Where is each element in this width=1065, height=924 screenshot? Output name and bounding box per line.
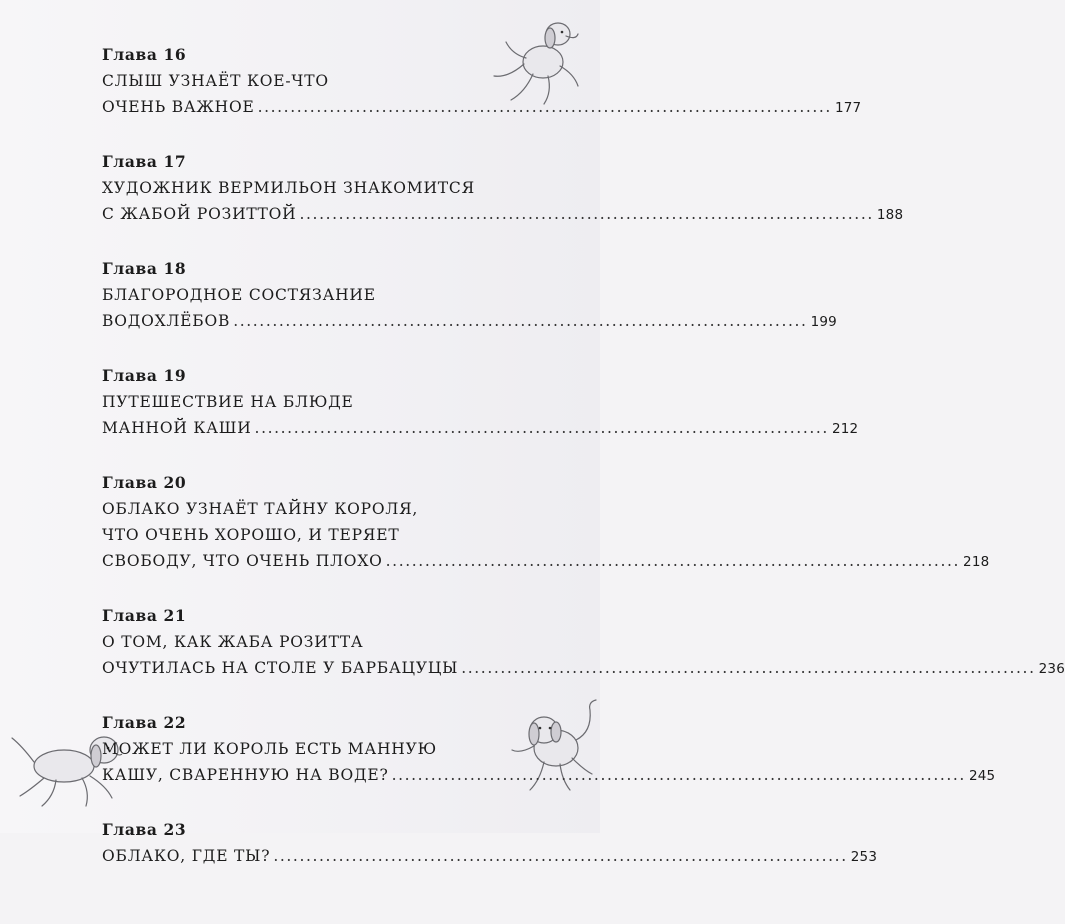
- chapter-title-line: ПУТЕШЕСТВИЕ НА БЛЮДЕ: [102, 393, 354, 411]
- toc-entry-21[interactable]: [102, 603, 1065, 710]
- chapter-title-text: КАШУ, СВАРЕННУЮ НА ВОДЕ?: [102, 766, 389, 784]
- chapter-title-text: С ЖАБОЙ РОЗИТТОЙ: [102, 205, 297, 223]
- leader-dots: ........................................................................................: [257, 98, 832, 116]
- chapter-title-line: ОБЛАКО УЗНАЁТ ТАЙНУ КОРОЛЯ,: [102, 500, 419, 518]
- chapter-title-text: МАННОЙ КАШИ: [102, 419, 252, 437]
- table-of-contents: [102, 42, 1065, 924]
- toc-entry-16[interactable]: [102, 42, 862, 149]
- leader-dots: ........................................................................................: [254, 419, 829, 437]
- chapter-heading: Глава 18: [102, 259, 187, 278]
- chapter-title-line: МОЖЕТ ЛИ КОРОЛЬ ЕСТЬ МАННУЮ: [102, 740, 437, 758]
- chapter-heading: Глава 23: [102, 820, 187, 839]
- page-number: 218: [963, 554, 990, 570]
- chapter-title-text: ВОДОХЛЁБОВ: [102, 312, 231, 330]
- chapter-title-last-line: [102, 655, 1065, 681]
- toc-entry-17[interactable]: [102, 149, 904, 256]
- chapter-title-last-line: [102, 762, 996, 788]
- chapter-title-last-line: [102, 548, 990, 574]
- chapter-title-line: ХУДОЖНИК ВЕРМИЛЬОН ЗНАКОМИТСЯ: [102, 179, 475, 197]
- page-number: 177: [834, 100, 862, 116]
- leader-dots: ........................................................................................: [273, 847, 848, 865]
- chapter-heading: Глава 21: [102, 606, 187, 625]
- chapter-title-text: ОЧУТИЛАСЬ НА СТОЛЕ У БАРБАЦУЦЫ: [102, 659, 459, 677]
- chapter-title-last-line: [102, 201, 904, 227]
- page-number: 253: [850, 849, 878, 865]
- chapter-title-line: ЧТО ОЧЕНЬ ХОРОШО, И ТЕРЯЕТ: [102, 526, 400, 544]
- chapter-title-last-line: [102, 308, 837, 334]
- chapter-title-line: СЛЫШ УЗНАЁТ КОЕ-ЧТО: [102, 72, 329, 90]
- page-number: 245: [968, 768, 996, 784]
- chapter-title-line: О ТОМ, КАК ЖАБА РОЗИТТА: [102, 633, 364, 651]
- chapter-title-last-line: [102, 843, 878, 869]
- chapter-title-line: БЛАГОРОДНОЕ СОСТЯЗАНИЕ: [102, 286, 376, 304]
- chapter-title-text: ОБЛАКО, ГДЕ ТЫ?: [102, 847, 271, 865]
- chapter-title-text: СВОБОДУ, ЧТО ОЧЕНЬ ПЛОХО: [102, 552, 383, 570]
- chapter-title-text: ОЧЕНЬ ВАЖНОЕ: [102, 98, 255, 116]
- leader-dots: ........................................................................................: [385, 552, 961, 570]
- chapter-heading: Глава 16: [102, 45, 187, 64]
- page-number: 199: [810, 314, 837, 330]
- toc-entry-22[interactable]: [102, 710, 996, 817]
- leader-dots: ........................................................................................: [391, 766, 966, 784]
- page-number: 236: [1038, 661, 1065, 677]
- page-number: 212: [831, 421, 859, 437]
- toc-entry-19[interactable]: [102, 363, 859, 470]
- chapter-heading: Глава 22: [102, 713, 187, 732]
- leader-dots: ........................................................................................: [461, 659, 1036, 677]
- chapter-title-last-line: [102, 94, 862, 120]
- chapter-title-last-line: [102, 415, 859, 441]
- chapter-heading: Глава 19: [102, 366, 187, 385]
- chapter-heading: Глава 17: [102, 152, 187, 171]
- chapter-heading: Глава 20: [102, 473, 187, 492]
- page-number: 188: [876, 207, 904, 223]
- leader-dots: ........................................................................................: [233, 312, 808, 330]
- toc-entry-20[interactable]: [102, 470, 990, 577]
- toc-entry-18[interactable]: [102, 256, 837, 363]
- toc-entry-23[interactable]: [102, 817, 878, 924]
- leader-dots: ........................................................................................: [299, 205, 874, 223]
